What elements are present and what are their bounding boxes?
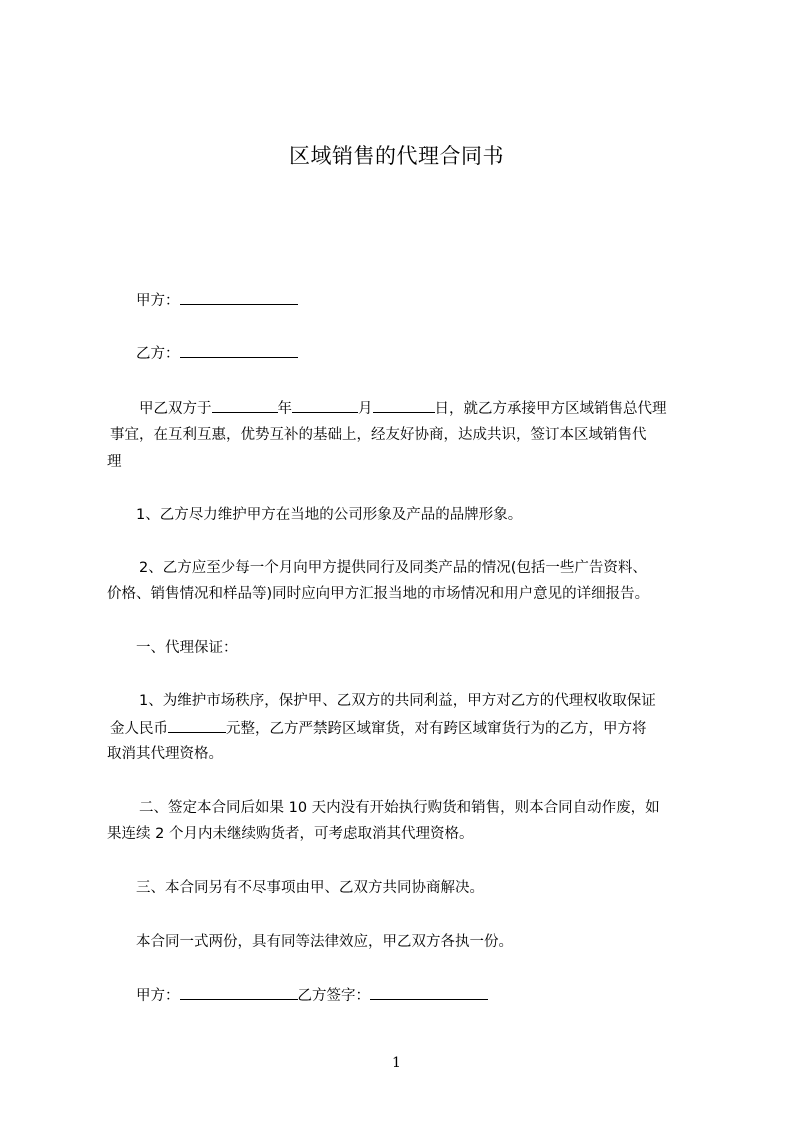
year-label: 年 [277,401,292,417]
signature-party-a-blank[interactable] [180,985,298,1000]
signature-party-b-label: 乙方签字： [297,988,370,1004]
intro-line-1 [139,398,667,419]
item-1: 1、乙方尽力维护甲方在当地的公司形象及产品的品牌形象。 [136,507,523,523]
deposit-suffix: 元整，乙方严禁跨区域窜货，对有跨区域窜货行为的乙方，甲方将 [226,721,647,737]
signature-line [136,985,488,1006]
signature-party-b-blank[interactable] [370,985,488,1000]
deposit-prefix: 金人民币 [110,721,168,737]
page-number: 1 [392,1055,401,1071]
year-blank[interactable] [212,398,278,413]
signature-party-a-label: 甲方： [136,988,180,1004]
deposit-amount-blank[interactable] [168,718,226,733]
intro-line-3: 理 [107,454,122,470]
intro-day-suffix: 日，就乙方承接甲方区域销售总代理 [434,401,667,417]
section-1-heading: 一、代理保证： [136,640,238,656]
month-label: 月 [358,401,373,417]
copies-clause: 本合同一式两份，具有同等法律效应，甲乙双方各执一份。 [136,934,513,950]
section-1-item-1-line-2 [110,718,647,739]
item-2-line-1: 2、乙方应至少每一个月向甲方提供同行及同类产品的情况(包括一些广告资料、 [139,560,647,576]
document-title: 区域销售的代理合同书 [289,144,504,168]
item-2-line-2: 价格、销售情况和样品等)同时应向甲方汇报当地的市场情况和用户意见的详细报告。 [107,586,650,602]
section-1-item-1-line-3: 取消其代理资格。 [107,746,223,762]
party-b-line [136,343,298,364]
party-a-blank[interactable] [180,290,298,305]
day-blank[interactable] [373,398,435,413]
party-b-blank[interactable] [180,343,298,358]
party-a-line [136,290,298,311]
intro-prefix: 甲乙双方于 [139,401,212,417]
section-2-line-1: 二、签定本合同后如果 10 天内没有开始执行购货和销售，则本合同自动作废，如 [139,800,660,816]
section-1-item-1-line-1: 1、为维护市场秩序，保护甲、乙双方的共同利益，甲方对乙方的代理权收取保证 [139,693,656,709]
section-2-line-2: 果连续 2 个月内未继续购货者，可考虑取消其代理资格。 [107,826,474,842]
intro-line-2: 事宜，在互利互惠，优势互补的基础上，经友好协商，达成共识，签订本区域销售代 [110,427,647,443]
month-blank[interactable] [292,398,358,413]
section-3: 三、本合同另有不尽事项由甲、乙双方共同协商解决。 [136,880,484,896]
party-b-label: 乙方： [136,346,180,362]
party-a-label: 甲方： [136,293,180,309]
